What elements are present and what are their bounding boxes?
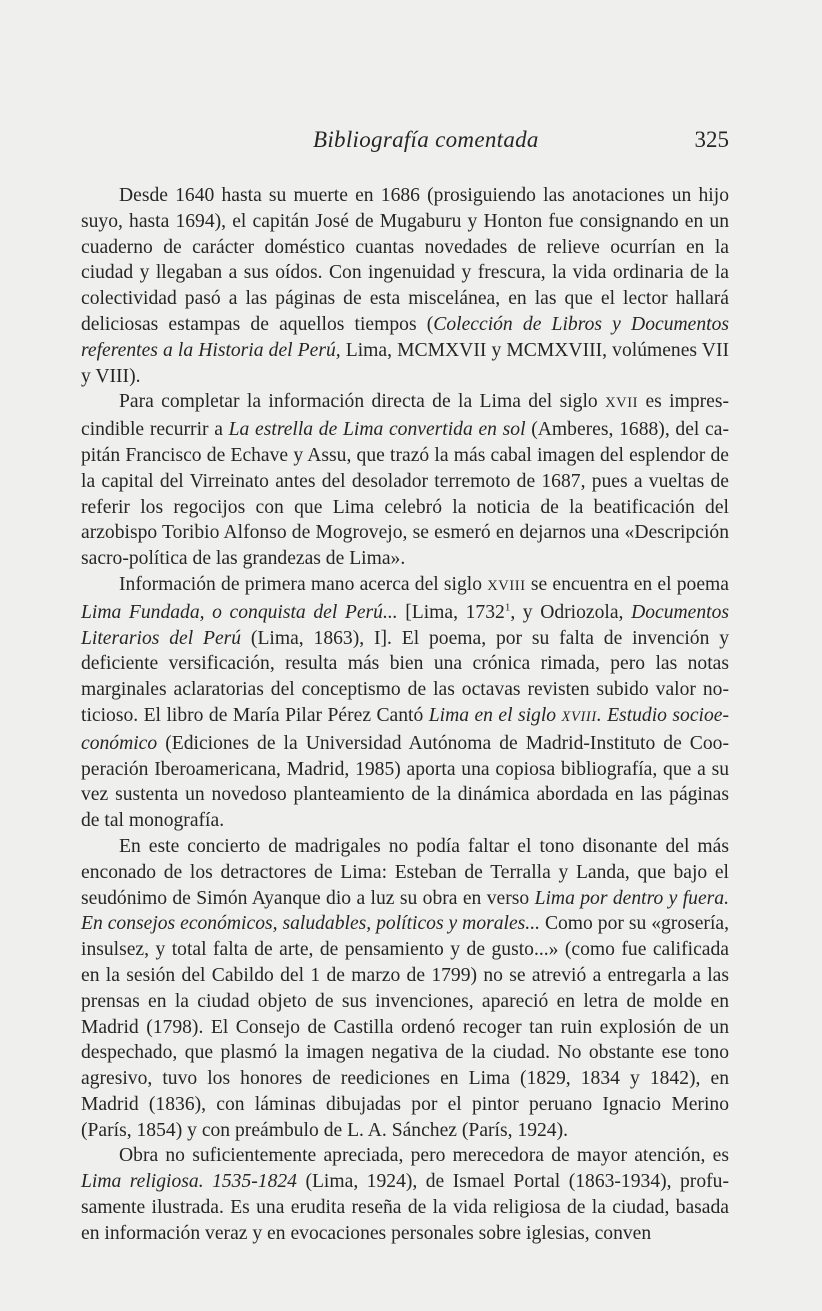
text-run: , y Odriozola, (510, 601, 632, 623)
text-run: Información de primera mano acerca del siglo (119, 573, 488, 595)
italic-text-run: Colección de Libros y Documentos referentes a la Historia del Perú, (81, 313, 730, 361)
paragraph (81, 834, 729, 1144)
running-header (81, 127, 729, 159)
text-run: (Ediciones de la Universidad Autónoma de Madrid-Instituto de Cooperación Iberoamericana, Madrid, 1985) aporta una copiosa bibliografía, que a su vez sustenta un novedoso planteamiento de la dinámica abordada en las páginas de tal monografía. (81, 732, 729, 832)
paragraph (81, 389, 729, 572)
footnote-marker: 1 (504, 601, 511, 614)
italic-text-run: . Estudio socioeconómico (81, 704, 729, 754)
text-run: (Amberes, 1688), del capitán Francisco de Echave y Assu, que trazó la más cabal imagen del esplendor de la capital del Virreinato antes del desolador terremoto de 1687, pues a vueltas de referir los regocijos con que Lima celebró la noticia de la beatificación del arzobispo Toribio Alfonso de Mogrovejo, se esmeró en dejarnos una «Descripción sacro-política de las grandezas de Lima». (81, 419, 729, 570)
italic-text-run: Lima en el siglo (428, 704, 562, 726)
text-run: (Lima, 1863), I]. El poema, por su falta de invención y deficiente versificación, resulta más bien una crónica rimada, pero las notas marginales aclaratorias del conceptismo de las octavas revisten subido valor noticioso. El libro de María Pilar Pérez Cantó (81, 627, 730, 726)
italic-text-run: Documentos Literarios del Perú (81, 601, 730, 649)
text-run: Obra no suficientemente apreciada, pero merecedora de mayor atención, es (119, 1145, 729, 1167)
italic-text-run: Lima por dentro y fuera. En consejos económicos, saludables, políticos y morales... (81, 887, 729, 935)
italic-text-run: Lima religiosa. 1535-1824 (81, 1171, 297, 1193)
paragraph (81, 183, 729, 389)
running-header-title: Bibliografía comentada (313, 127, 539, 152)
italic-text-run: XVIII (561, 708, 597, 725)
italic-text-run: Lima Fundada, o conquista del Perú... (81, 601, 398, 623)
text-run: XVII (605, 395, 639, 412)
italic-text-run: La estrella de Lima convertida en sol (228, 419, 526, 441)
body-text (81, 183, 729, 1247)
paragraph (81, 572, 729, 834)
text-run: es imprescindible recurrir a (81, 391, 729, 441)
text-run: Lima, MCMXVII y MCMXVIII, volúmenes VII y VIII). (81, 339, 729, 387)
text-run: Para completar la información directa de la Lima del siglo (119, 391, 606, 413)
text-run: Desde 1640 hasta su muerte en 1686 (prosiguiendo las anotaciones un hijo suyo, hasta 1694), el capitán José de Mugaburu y Honton fue consignando en un cuaderno de carácter doméstico cuantas novedades de relieve ocurrían en la ciudad y llegaban a sus oídos. Con ingenuidad y frescura, la vida ordinaria de la colectividad pasó a las páginas de esta miscelánea, en las que el lector hallará deliciosas estampas de aquellos tiempos ( (81, 185, 729, 335)
text-run: [Lima, 1732 (397, 601, 505, 623)
text-run: XVIII (487, 577, 526, 594)
text-run: (Lima, 1924), de Ismael Portal (1863-1934), profusamente ilustrada. Es una erudita reseña de la vida religiosa de la ciudad, basada en información veraz y en evocaciones personales sobre iglesias, conven (81, 1171, 729, 1244)
page-number: 325 (694, 127, 729, 152)
text-run: Como por su «grosería, insulsez, y total falta de arte, de pensamiento y de gusto...» (como fue calificada en la sesión del Cabildo del 1 de marzo de 1799) no se atrevió a entregarla a las prensas en la ciudad objeto de sus invenciones, apareció en letra de molde en Madrid (1798). El Consejo de Castilla ordenó recoger tan ruin explosión de un despechado, que plasmó la imagen negativa de la ciudad. No obstante ese tono agresivo, tuvo los honores de reediciones en Lima (1829, 1834 y 1842), en Madrid (1836), con láminas dibujadas por el pintor peruano Ignacio Merino (París, 1854) y con preámbulo de L. A. Sánchez (París, 1924). (81, 913, 729, 1141)
text-run: se encuentra en el poema (525, 573, 729, 595)
text-run: En este concierto de madrigales no podía faltar el tono disonante del más enconado de los detractores de Lima: Esteban de Terralla y Landa, que bajo el seudónimo de Simón Ayanque dio a luz su obra en verso (81, 835, 729, 909)
paragraph (81, 1143, 729, 1246)
